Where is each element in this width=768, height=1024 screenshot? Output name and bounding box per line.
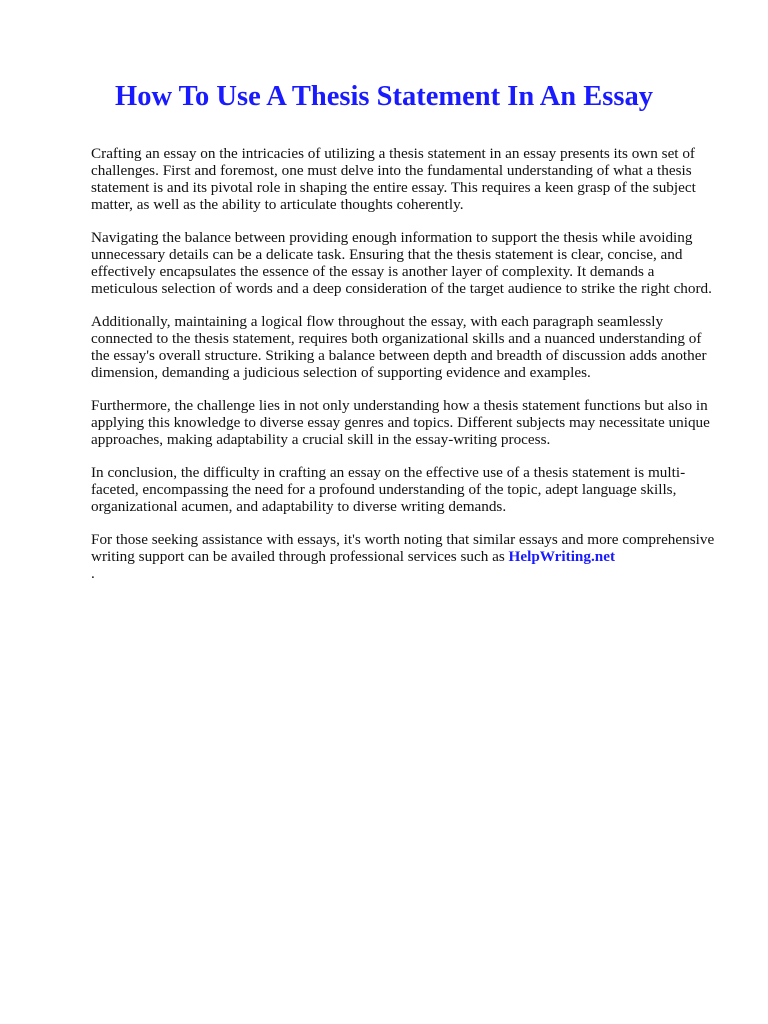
- closing-paragraph: [91, 531, 721, 582]
- closing-period: .: [91, 565, 95, 582]
- helpwriting-link[interactable]: HelpWriting.net: [508, 548, 616, 565]
- paragraph-4: Furthermore, the challenge lies in not only understanding how a thesis statement functions but also in applying this knowledge to diverse essay genres and topics. Different subjects may necessitate unique approaches, making adaptability a crucial skill in the essay-writing process.: [91, 397, 710, 448]
- essay-body: [91, 145, 721, 598]
- paragraph-5: In conclusion, the difficulty in crafting an essay on the effective use of a thesis statement is multi-faceted, encompassing the need for a profound understanding of the topic, adept language skills, organizational acumen, and adaptability to diverse writing demands.: [91, 464, 686, 515]
- page-title: How To Use A Thesis Statement In An Essay: [115, 81, 653, 112]
- closing-text: For those seeking assistance with essays, it's worth noting that similar essays and more comprehensive writing support can be availed through professional services such as: [91, 531, 715, 565]
- paragraph-3: Additionally, maintaining a logical flow throughout the essay, with each paragraph seamlessly connected to the thesis statement, requires both organizational skills and a nuanced understanding of the essay's overall structure. Striking a balance between depth and breadth of discussion adds another dimension, demanding a judicious selection of supporting evidence and examples.: [91, 313, 707, 381]
- paragraph-2: Navigating the balance between providing enough information to support the thesis while avoiding unnecessary details can be a delicate task. Ensuring that the thesis statement is clear, concise, and effectively encapsulates the essence of the essay is another layer of complexity. It demands a meticulous selection of words and a deep consideration of the target audience to strike the right chord.: [91, 229, 712, 297]
- paragraph-1: Crafting an essay on the intricacies of utilizing a thesis statement in an essay presents its own set of challenges. First and foremost, one must delve into the fundamental understanding of what a thesis statement is and its pivotal role in shaping the entire essay. This requires a keen grasp of the subject matter, as well as the ability to articulate thoughts coherently.: [91, 145, 696, 213]
